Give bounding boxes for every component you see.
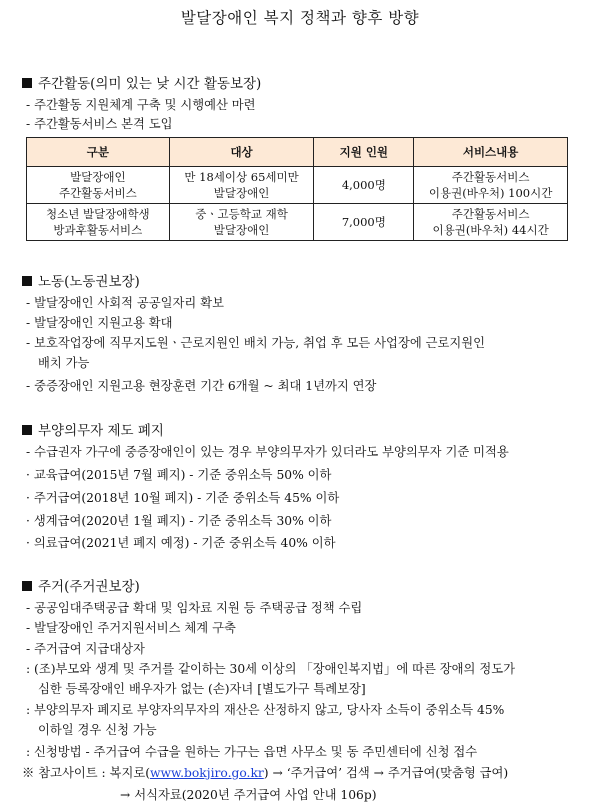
- section-heading-text: 노동(노동권보장): [38, 274, 140, 290]
- table-cell: 중ㆍ고등학교 재학 발달장애인: [169, 204, 314, 241]
- table-row: [27, 167, 568, 204]
- bullet-line: · 교육급여(2015년 7월 폐지) - 기준 중위소득 50% 이하: [26, 468, 332, 482]
- table-cell: 만 18세이상 65세미만 발달장애인: [169, 167, 314, 204]
- table-cell: 4,000명: [314, 167, 414, 204]
- bullet-line-continued: 배치 가능: [38, 356, 90, 370]
- page-title: 발달장애인 복지 정책과 향후 방향: [180, 9, 420, 27]
- bullet-line: - 수급권자 가구에 중증장애인이 있는 경우 부양의무자가 있더라도 부양의무자 기준 미적용: [26, 445, 509, 459]
- bullet-line: · 의료급여(2021년 폐지 예정) - 기준 중위소득 40% 이하: [26, 536, 336, 550]
- table-cell: 주간활동서비스 이용권(바우처) 100시간: [414, 167, 568, 204]
- section-heading-text: 주거(주거권보장): [38, 579, 140, 595]
- bullet-line: · 생계급여(2020년 1월 폐지) - 기준 중위소득 30% 이하: [26, 514, 332, 528]
- section-heading-support-obligation: [22, 419, 164, 439]
- square-bullet-icon: [22, 78, 32, 88]
- bullet-line-continued: 심한 등록장애인 배우자가 없는 (손)자녀 [별도가구 특례보장]: [38, 682, 366, 696]
- square-bullet-icon: [22, 581, 32, 591]
- section-heading-text: 주간활동(의미 있는 낮 시간 활동보장): [38, 76, 262, 92]
- section-heading-day-activity: [22, 72, 261, 92]
- bullet-line: : 신청방법 - 주거급여 수급을 원하는 가구는 읍면 사무소 및 동 주민센터에 신청 접수: [26, 745, 478, 759]
- bullet-line: - 발달장애인 사회적 공공일자리 확보: [26, 296, 224, 310]
- table-header-row: [27, 138, 568, 167]
- bullet-line: - 주거급여 지급대상자: [26, 642, 145, 656]
- table-header-cell: 지원 인원: [314, 138, 414, 167]
- bokjiro-link[interactable]: www.bokjiro.go.kr: [150, 766, 264, 780]
- bullet-line: - 중증장애인 지원고용 현장훈련 기간 6개월 ~ 최대 1년까지 연장: [26, 379, 377, 393]
- bullet-line-continued: 이하일 경우 신청 가능: [38, 723, 157, 737]
- bullet-line: - 발달장애인 주거지원서비스 체계 구축: [26, 621, 236, 635]
- bullet-line: - 발달장애인 지원고용 확대: [26, 316, 173, 330]
- bullet-line: - 보호작업장에 직무지도원ㆍ근로지원인 배치 가능, 취업 후 모든 사업장에 근로지원인: [26, 336, 486, 350]
- reference-line-continued: → 서식자료(2020년 주거급여 사업 안내 106p): [120, 788, 377, 802]
- table-cell: 청소년 발달장애학생 방과후활동서비스: [27, 204, 170, 241]
- bullet-line: : (조)부모와 생계 및 주거를 같이하는 30세 이상의 「장애인복지법」에 따른 장애의 정도가: [26, 662, 515, 676]
- section-heading-labor: [22, 270, 140, 290]
- reference-line: ※ 참고사이트 : 복지로(www.bokjiro.go.kr) → ‘주거급여’ 검색 → 주거급여(맞춤형 급여): [22, 766, 509, 780]
- bullet-line: : 부양의무자 폐지로 부양자의무자의 재산은 산정하지 않고, 당사자 소득이 중위소득 45%: [26, 703, 505, 717]
- section-heading-text: 부양의무자 제도 폐지: [38, 423, 164, 439]
- bullet-line: - 주간활동 지원체계 구축 및 시행예산 마련: [26, 98, 256, 112]
- table-cell: 7,000명: [314, 204, 414, 241]
- bullet-line: · 주거급여(2018년 10월 폐지) - 기준 중위소득 45% 이하: [26, 491, 340, 505]
- table-row: [27, 204, 568, 241]
- section-heading-housing: [22, 575, 140, 595]
- table-cell: 주간활동서비스 이용권(바우처) 44시간: [414, 204, 568, 241]
- square-bullet-icon: [22, 425, 32, 435]
- table-header-cell: 구분: [27, 138, 170, 167]
- table-header-cell: 대상: [169, 138, 314, 167]
- table-cell: 발달장애인 주간활동서비스: [27, 167, 170, 204]
- bullet-line: - 공공임대주택공급 확대 및 임차료 지원 등 주택공급 정책 수립: [26, 601, 363, 615]
- square-bullet-icon: [22, 276, 32, 286]
- service-table: [26, 137, 568, 241]
- bullet-line: - 주간활동서비스 본격 도입: [26, 117, 173, 131]
- table-header-cell: 서비스내용: [414, 138, 568, 167]
